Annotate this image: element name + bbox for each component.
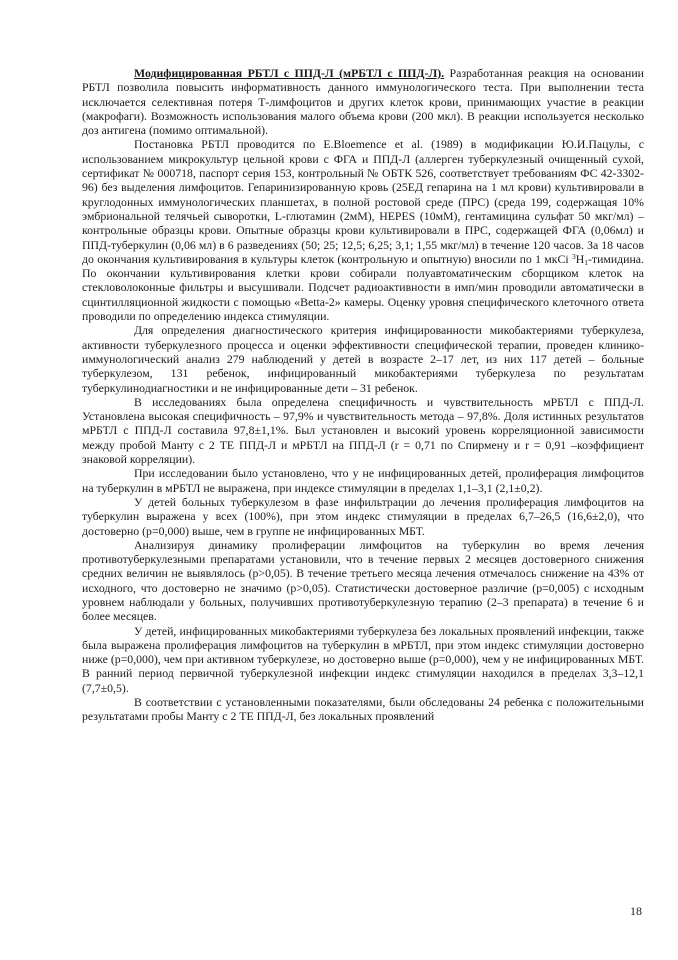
paragraph-infected: У детей, инфицированных микобактериями туберкулеза без локальных проявлений инфекции, также была выражена пролиферация лимфоцитов на туберкулин в мРБТЛ, при этом индекс стимуляции достоверно ниже (р=0,000), чем при активном туберкулезе, но достоверно выше (р=0,000), чем у не инфицированных МБТ. В ранний период первичной туберкулезной инфекции индекс стимуляции находился в пределах 3,3–12,1 (7,7±0,5). — [82, 623, 644, 695]
page-number: 18 — [630, 904, 642, 918]
paragraph-method — [82, 137, 644, 323]
isotope-subscript: 1 — [584, 257, 588, 267]
section-heading: Модифицированная РБТЛ с ППД-Л (мРБТЛ с ППД-Л). — [134, 66, 445, 80]
paragraph-infiltration: У детей больных туберкулезом в фазе инфильтрации до лечения пролиферация лимфоцитов на туберкулин выражена у всех (100%), при этом индекс стимуляции в пределах 6,7–26,5 (16,6±2,0), что достоверно (р=0,000) выше, чем в группе не инфицированных МБТ. — [82, 494, 644, 538]
isotope-superscript: 3 — [571, 251, 576, 261]
paragraph-specificity: В исследованиях была определена специфичность и чувствительность мРБТЛ с ППД-Л. Установлена высокая специфичность – 97,9% и чувствительность метода – 97,8%. Доля истинных результатов мРБТЛ с ППД-Л составила 97,8±1,1%. Был установлен и высокий уровень корреляционной зависимости между пробой Манту с 2 ТЕ ППД-Л и мРБТЛ на ППД-Л (r = 0,71 по Спирмену и r = 0,91 –коэффициент знаковой корреляции). — [82, 394, 644, 467]
paragraph-mrbtl-intro — [82, 66, 644, 137]
paragraph-dynamics: Анализируя динамику пролиферации лимфоцитов на туберкулин во время лечения противотуберкулезными препаратами установили, что в течение первых 2 месяцев достоверного снижения средних величин не выявлялось (р>0,05). В течение третьего месяца лечения отмечалось снижение на 43% от исходного, что достоверно не значимо (р>0,05). Статистически достоверное различие (р=0,005) с исходным уровнем наблюдали у больных, получивших противотуберкулезную терапию (2–3 препарата) в течение 6 и более месяцев. — [82, 537, 644, 624]
isotope-symbol: H — [575, 251, 585, 266]
paragraph-continuation: В соответствии с установленными показателями, были обследованы 24 ребенка с положительными результатами пробы Манту с 2 ТЕ ППД-Л, без локальных проявлений — [82, 695, 644, 724]
paragraph-text: Разработанная реакция на основании РБТЛ позволила повысить информативность данного иммунологического теста. При выполнении теста исключается селективная потеря Т-лимфоцитов и других клеток крови, принимающих участие в реакции (макрофаги). Возможность использования малого объема крови (200 мкл). В реакции используется несколько доз антигена (помимо оптимальной). — [82, 66, 645, 138]
paragraph-uninfected: При исследовании было установлено, что у не инфицированных детей, пролиферация лимфоцитов на туберкулин в мРБТЛ не выражена, при индексе стимуляции в пределах 1,1–3,1 (2,1±0,2). — [82, 466, 644, 495]
paragraph-text: Постановка РБТЛ проводится по E.Bloemence et al. (1989) в модификации Ю.И.Пацулы, с использованием микрокультур цельной крови с ФГА и ППД-Л (аллерген туберкулезный очищенный сухой, сертификат № 000718, паспорт серия 153, контрольный № ОБТК 526, соответствует требованиям ФС 42-3302-96) без выделения лимфоцитов. Гепаринизированную кровь (25ЕД гепарина на 1 мл крови) культивировали в круглодонных иммунологических планшетах, в полной ростовой среде (ПРС) (среда 199, содержащая 10% эмбриональной телячьей сыворотки, L-глютамин (2мМ), HEPES (10мМ), гентамицина сульфат 50 мкг/мл) – контрольные образцы крови. Опытные образцы крови культивировали в ПРС, содержащей ФГА (0,06мл) и ППД-туберкулин (0,06 мл) в 6 разведениях (50; 25; 12,5; 6,25; 3,1; 1,55 мкг/мл) в течение 120 часов. За 18 часов до окончания культивирования в культуры клеток (контрольную и опытную) вносили по 1 мкCi — [82, 137, 644, 266]
paragraph-text: -тимидина. По окончании культивирования клетки крови собирали полуавтоматическим сборщиком клеток на стекловолоконные фильтры и высушивали. Подсчет радиоактивности в имп/мин проводили автоматически в сцинтилляционной жидкости с помощью «Betta-2» камеры. Оценку уровня специфического клеточного ответа проводили по определению индекса стимуляции. — [82, 251, 644, 324]
paragraph-study-group: Для определения диагностического критерия инфицированности микобактериями туберкулеза, активности туберкулезного процесса и оценки эффективности специфической терапии, проведен клинико-иммунологический анализ 279 наблюдений у детей в возрасте 2–17 лет, из них 117 детей – больные туберкулезом, 131 ребенок, инфицированный микобактериями туберкулеза по результатам туберкулинодиагностики и не инфицированные дети – 31 ребенок. — [82, 323, 644, 395]
